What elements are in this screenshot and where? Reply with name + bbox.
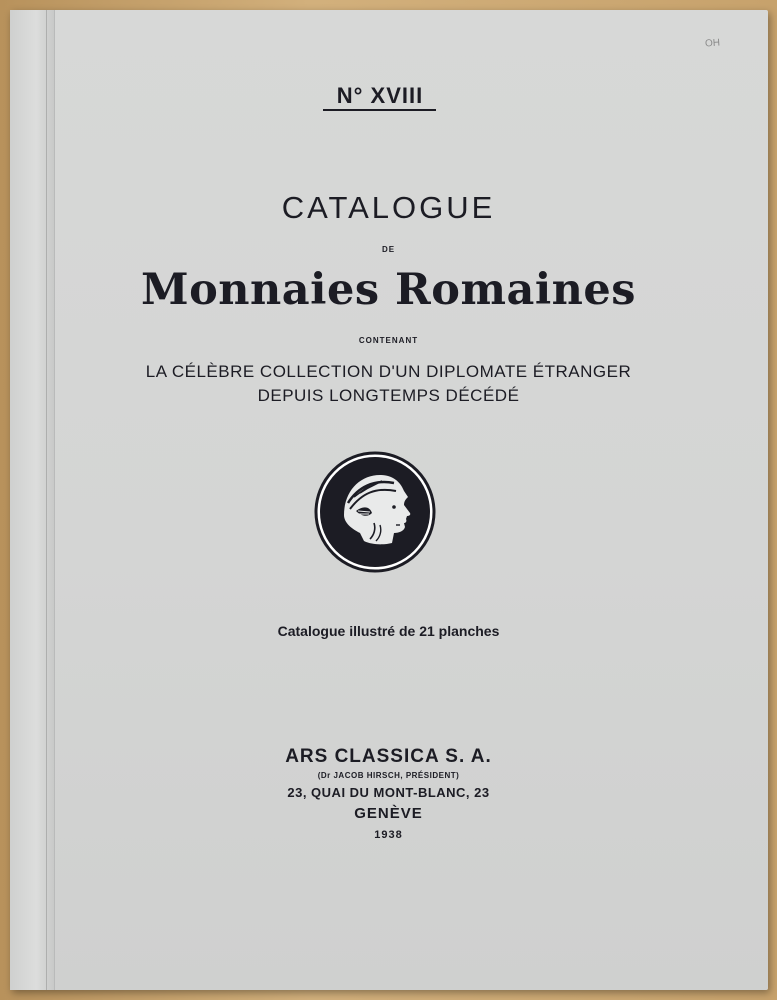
subtitle-line-1: LA CÉLÈBRE COLLECTION D'UN DIPLOMATE ÉTRANGER xyxy=(145,362,632,381)
publisher-name: ARS CLASSICA S. A. xyxy=(285,746,492,767)
contenant-connector: CONTENANT xyxy=(358,336,419,345)
de-connector: DE xyxy=(381,245,396,254)
main-title: Monnaies Romaines xyxy=(141,265,636,315)
publication-year: 1938 xyxy=(374,829,403,841)
publisher-city: GENÈVE xyxy=(354,805,423,822)
spine-fold-line xyxy=(46,10,47,990)
roma-helmeted-head-icon xyxy=(314,451,436,573)
pencil-annotation: OH xyxy=(704,37,721,50)
catalogue-number: N° XVIII xyxy=(336,83,424,108)
subtitle-line-2: DEPUIS LONGTEMPS DÉCÉDÉ xyxy=(257,386,520,405)
catalogue-heading: CATALOGUE xyxy=(281,190,496,225)
number-underline xyxy=(323,109,436,111)
cover-spine xyxy=(10,10,55,990)
illustration-note: Catalogue illustré de 21 planches xyxy=(277,623,500,639)
publisher-director: (Dr JACOB HIRSCH, PRÉSIDENT) xyxy=(317,771,460,780)
publisher-address: 23, QUAI DU MONT-BLANC, 23 xyxy=(287,785,490,800)
